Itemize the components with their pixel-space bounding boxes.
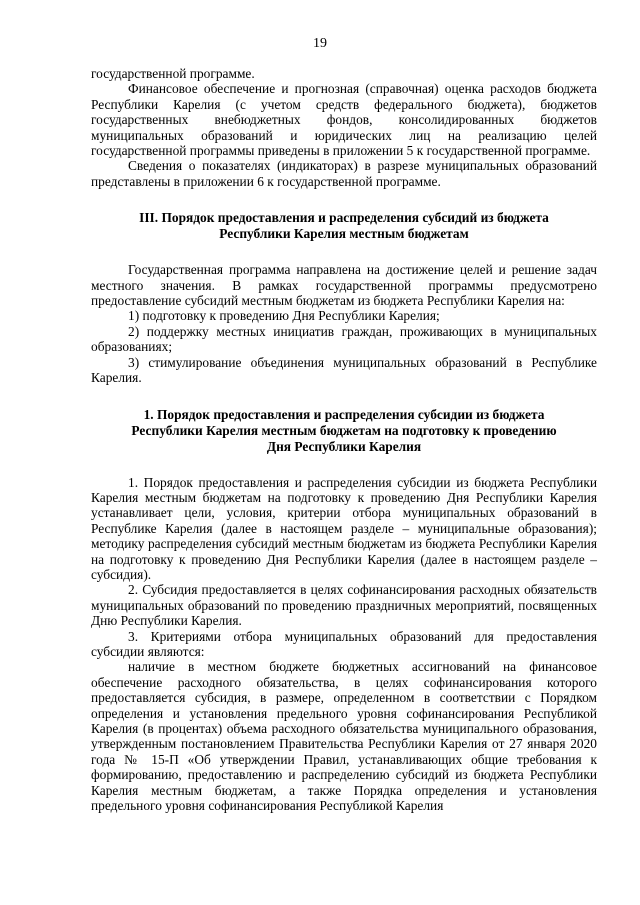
section-3-heading: [91, 210, 597, 242]
intro-paragraph-2: Финансовое обеспечение и прогнозная (справочная) оценка расходов бюджета Республики Карелия (с учетом средств федерального бюджета), бюджетов государственных внебюджетных фондов, консолидированных бюджетов муниципальных образований и юридических лиц на реализацию целей государственной программы приведены в приложении 5 к государственной программе.: [91, 81, 597, 159]
subsection-1-heading-line-1: 1. Порядок предоставления и распределения субсидии из бюджета: [143, 406, 545, 422]
document-body: [91, 66, 597, 813]
section-3-list-item-1: 1) подготовку к проведению Дня Республики Карелия;: [128, 308, 440, 324]
section-3-heading-line-1: III. Порядок предоставления и распределения субсидий из бюджета: [139, 210, 549, 226]
subsection-1-heading: [91, 407, 597, 455]
section-3-paragraph-1: Государственная программа направлена на достижение целей и решение задач местного значения. В рамках государственной программы предусмотрено предоставление субсидий местным бюджетам из бюджета Республики Карелия на:: [91, 262, 597, 309]
subsection-1-heading-line-3: Дня Республики Карелия: [266, 438, 422, 454]
subsection-1-paragraph-4: наличие в местном бюджете бюджетных ассигнований на финансовое обеспечение расходного обязательства, в целях софинансирования которого предоставляется субсидия, в размере, определенном в соответствии с Порядком определения и установления предельного уровня софинансирования Республикой Карелия (в процентах) объема расходного обязательства муниципального образования, утвержденным постановлением Правительства Республики Карелия от 27 января 2020 года № 15-П «Об утверждении Правил, устанавливающих общие требования к формированию, предоставлению и распределению субсидий из бюджета Республики Карелия местным бюджетам, а также Порядка определения и установления предельного уровня софинансирования Республикой Карелия: [91, 659, 597, 814]
section-3-list-item-3: 3) стимулирование объединения муниципальных образований в Республике Карелия.: [91, 354, 597, 386]
intro-paragraph-1: государственной программе.: [91, 66, 255, 81]
subsection-1-paragraph-2: 2. Субсидия предоставляется в целях софинансирования расходных обязательств муниципальных образований по проведению праздничных мероприятий, посвященных Дню Республики Карелия.: [91, 582, 597, 629]
intro-paragraph-3: Сведения о показателях (индикаторах) в разрезе муниципальных образований представлены в приложении 6 к государственной программе.: [91, 158, 597, 189]
section-3-heading-line-2: Республики Карелия местным бюджетам: [219, 226, 469, 242]
subsection-1-paragraph-3: 3. Критериями отбора муниципальных образований для предоставления субсидии являются:: [91, 628, 597, 659]
subsection-1-heading-line-2: Республики Карелия местным бюджетам на подготовку к проведению: [131, 422, 557, 438]
section-3-list-item-2: 2) поддержку местных инициатив граждан, проживающих в муниципальных образованиях;: [91, 323, 597, 355]
subsection-1-paragraph-1: 1. Порядок предоставления и распределения субсидии из бюджета Республики Карелия местным бюджетам на подготовку к проведению Дня Республики Карелия устанавливает цели, условия, критерии отбора муниципальных образований в Республике Карелия (далее в настоящем разделе – муниципальные образования); методику распределения субсидий местным бюджетам из бюджета Республики Карелия на подготовку к проведению Дня Республики Карелия (далее в настоящем разделе – субсидия).: [91, 474, 597, 582]
page-number: 19: [313, 36, 327, 51]
